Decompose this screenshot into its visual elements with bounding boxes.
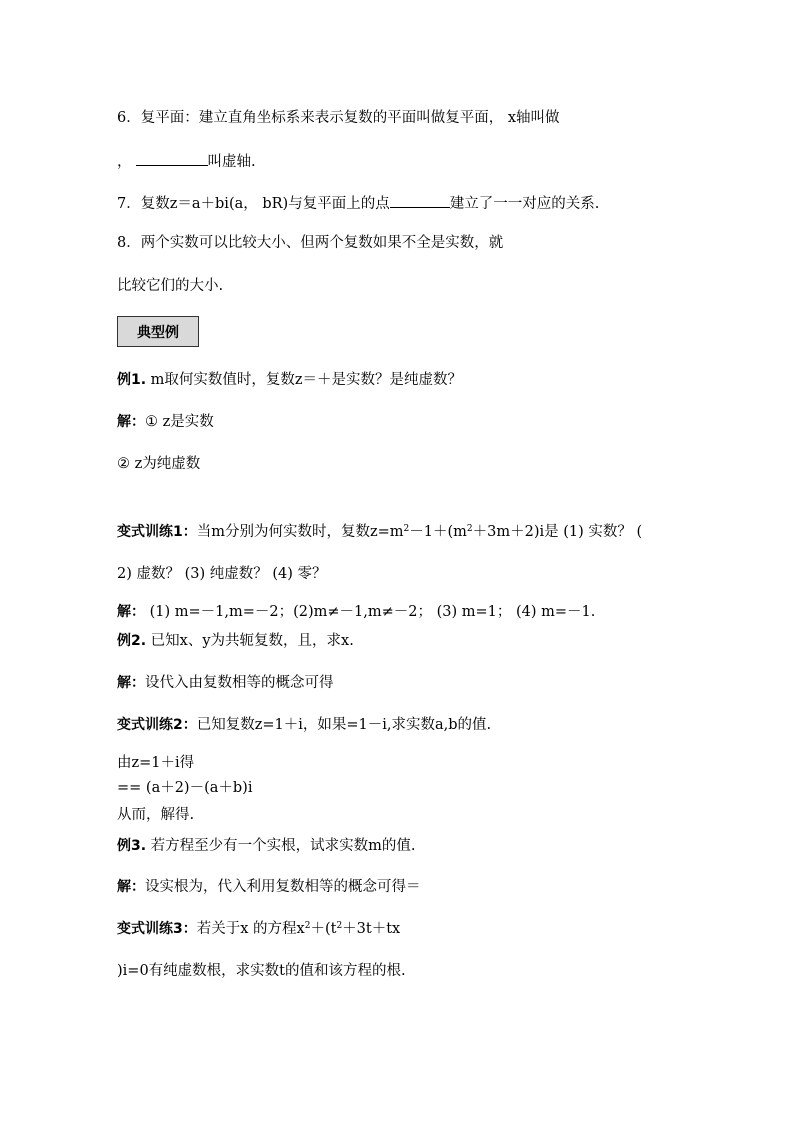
exponent: 2: [403, 524, 410, 534]
item-text: 两个实数可以比较大小、但两个复数如果不全是实数，就: [140, 235, 504, 251]
solution-variant-2-line-3: 从而，解得.: [117, 807, 195, 823]
solution-variant-2-line-2: == (a＋2)－(a＋b)i: [117, 780, 253, 796]
exponent: 2: [336, 921, 343, 931]
item-6-continuation: [117, 151, 256, 171]
variant-text: 若关于x 的方程x: [196, 921, 305, 937]
variant-label: 变式训练3：: [117, 921, 197, 937]
exponent: 2: [466, 524, 473, 534]
item-number: 8．: [117, 235, 141, 251]
solution-1: [117, 413, 214, 431]
item-text: 叫虚轴.: [207, 154, 256, 170]
example-2: [117, 632, 354, 650]
section-heading-box: 典型例: [117, 316, 199, 347]
item-number: 7．: [117, 196, 141, 212]
variant-text: 当m分别为何实数时，复数z=m: [196, 524, 404, 540]
example-3: [117, 837, 416, 855]
example-text: m取何实数值时，复数z＝＋是实数？是纯虚数？: [150, 372, 463, 388]
solution-text: 设代入由复数相等的概念可得: [145, 675, 334, 691]
example-text: 若方程至少有一个实根，试求实数m的值.: [150, 838, 416, 854]
solution-label: 解：: [117, 879, 145, 895]
solution-1-line-2: ② z为纯虚数: [117, 456, 201, 472]
solution-label: 解：: [117, 675, 145, 691]
variant-text: 已知复数z=1＋i，如果=1－i,求实数a,b的值.: [196, 717, 492, 733]
solution-3: [117, 878, 421, 896]
solution-label: 解：: [117, 604, 145, 620]
solution-2: [117, 674, 334, 692]
item-8-continuation: 比较它们的大小.: [117, 278, 224, 294]
variant-3: [117, 920, 400, 938]
variant-text: ＋(t: [310, 921, 337, 937]
solution-text: 设实根为，代入利用复数相等的概念可得＝: [145, 879, 421, 895]
example-label: 例2.: [117, 633, 147, 649]
item-text: 复数z＝a＋bi(a， bR)与复平面上的点: [140, 196, 390, 212]
item-text: 建立了一一对应的关系.: [449, 196, 600, 212]
variant-2: [117, 716, 491, 734]
example-label: 例1.: [117, 372, 147, 388]
solution-variant-1: [117, 603, 595, 621]
fill-blank: [390, 193, 450, 208]
solution-variant-2-line-1: 由z=1＋i得: [117, 755, 195, 771]
item-text: 复平面：建立直角坐标系来表示复数的平面叫做复平面， x轴叫做: [140, 110, 560, 126]
variant-label: 变式训练2：: [117, 717, 197, 733]
variant-label: 变式训练1：: [117, 524, 197, 540]
item-7: [117, 193, 599, 213]
solution-text: ① z是实数: [145, 414, 214, 430]
solution-label: 解：: [117, 414, 145, 430]
variant-text: ＋3m＋2)i是 (1) 实数？ (: [472, 524, 643, 540]
item-number: 6．: [117, 110, 141, 126]
example-label: 例3.: [117, 838, 147, 854]
variant-text: －1＋(m: [409, 524, 467, 540]
item-8: [117, 234, 503, 252]
fill-blank: [136, 151, 208, 166]
example-text: 已知x、y为共轭复数，且，求x.: [150, 633, 354, 649]
variant-1: [117, 523, 642, 541]
comma: ，: [117, 154, 132, 170]
exponent: 2: [304, 921, 311, 931]
solution-text: (1) m=－1,m=－2；(2)m≠－1,m≠－2； (3) m=1； (4) m=－1.: [149, 604, 596, 620]
example-1: [117, 371, 462, 389]
variant-1-line-2: 2) 虚数？ (3) 纯虚数？ (4) 零？: [117, 566, 327, 582]
item-6-line: [117, 109, 560, 127]
variant-3-line-2: )i=0有纯虚数根，求实数t的值和该方程的根.: [117, 963, 406, 979]
variant-text: ＋3t＋tx: [342, 921, 401, 937]
